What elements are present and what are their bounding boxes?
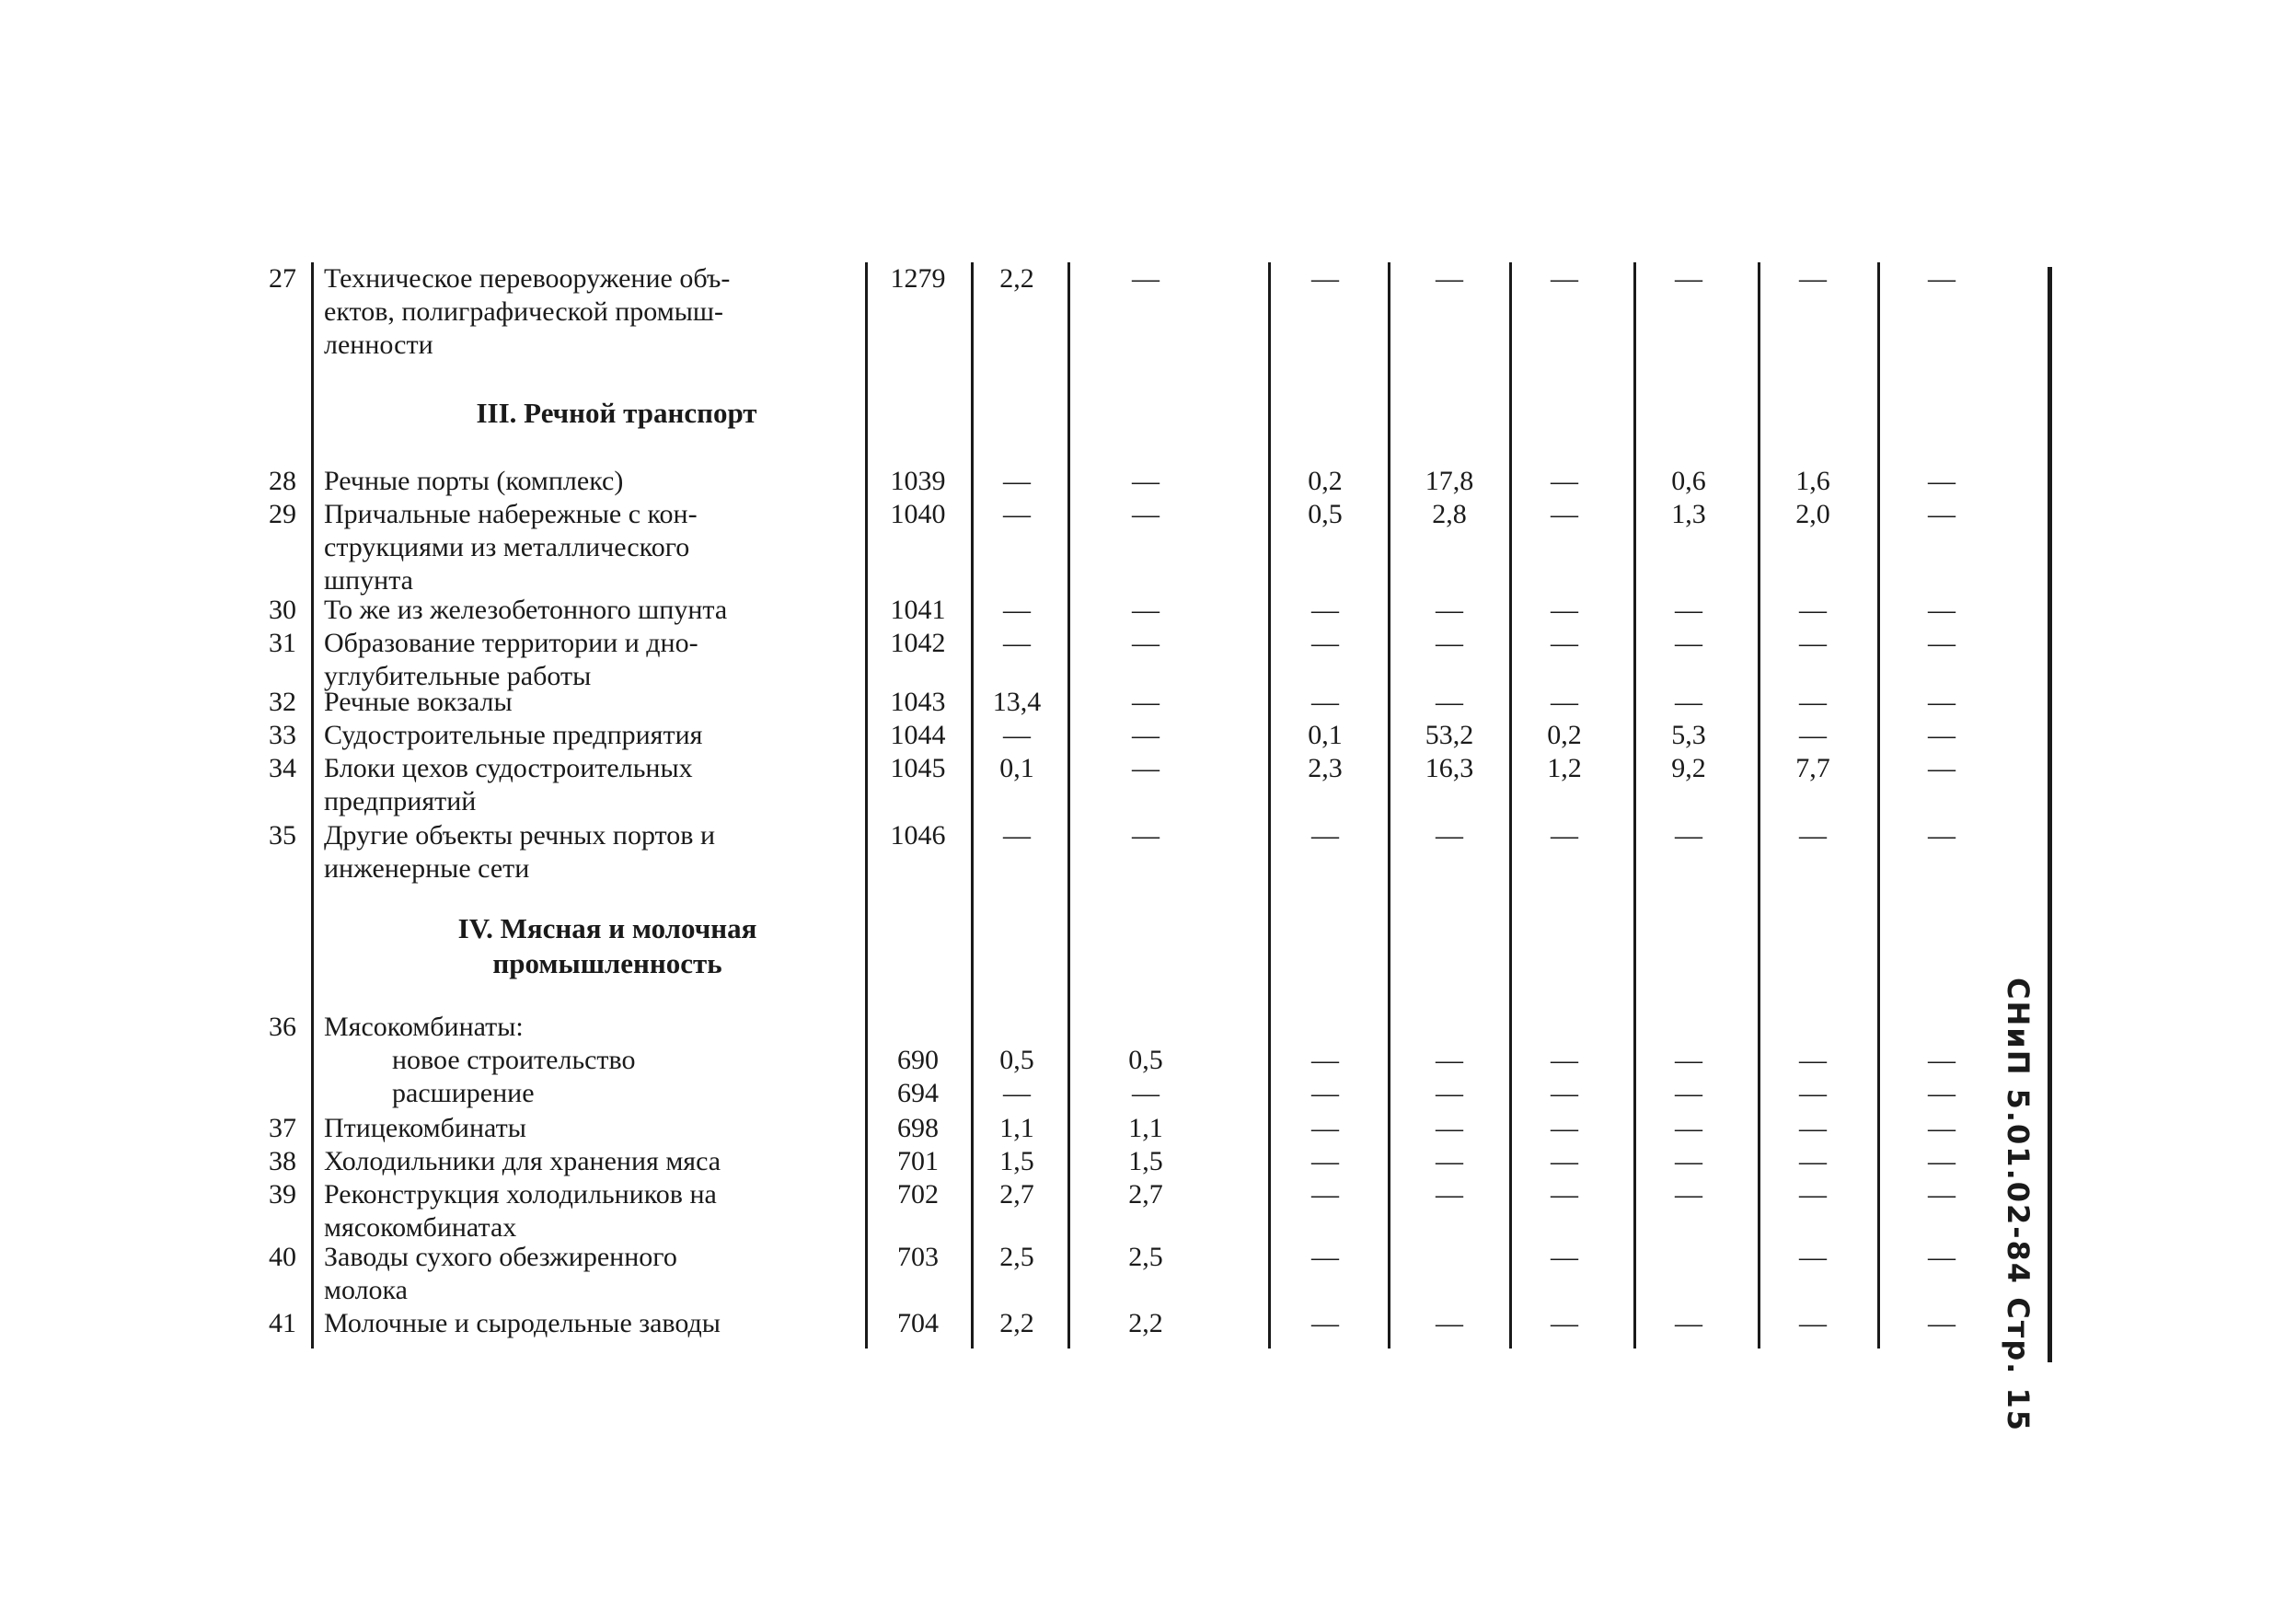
cell-value: — <box>1928 1242 1956 1272</box>
object-name-line: новое строительство <box>392 1045 636 1075</box>
cell-value: 1,5 <box>1128 1146 1163 1176</box>
cell-value: — <box>1799 1045 1827 1075</box>
object-code: 1040 <box>890 499 946 529</box>
cell-value: — <box>1551 1113 1578 1143</box>
object-name-line: Причальные набережные с кон- <box>324 499 698 529</box>
cell-value: 0,2 <box>1547 720 1582 750</box>
cell-value: — <box>1928 687 1956 717</box>
cell-value: — <box>1551 499 1578 529</box>
object-name <box>324 719 853 752</box>
object-name-line: Молочные и сыродельные заводы <box>324 1308 721 1338</box>
cell-value: — <box>1928 1308 1956 1338</box>
cell-value: 0,5 <box>1128 1045 1163 1075</box>
cell-value: — <box>1928 820 1956 851</box>
cell-value: — <box>1436 820 1463 851</box>
object-name <box>324 465 853 498</box>
object-name <box>324 498 853 597</box>
cell-value: 7,7 <box>1795 753 1830 783</box>
row-number: 32 <box>269 687 296 717</box>
cell-value: — <box>1132 466 1160 496</box>
object-name-line: расширение <box>392 1078 535 1108</box>
cell-value: — <box>1311 1078 1339 1108</box>
cell-value: — <box>1132 820 1160 851</box>
cell-value: — <box>1551 687 1578 717</box>
row-number: 34 <box>269 753 296 783</box>
object-name <box>324 1145 853 1178</box>
object-code: 1042 <box>890 628 946 658</box>
object-name-line: Речные вокзалы <box>324 687 513 717</box>
object-code: 702 <box>897 1179 939 1210</box>
object-name-line: Заводы сухого обезжиренного <box>324 1242 677 1272</box>
object-code: 1045 <box>890 753 946 783</box>
cell-value: — <box>1436 628 1463 658</box>
cell-value: — <box>1675 1078 1702 1108</box>
object-code: 698 <box>897 1113 939 1143</box>
cell-value: — <box>1311 595 1339 625</box>
table-rule <box>1758 262 1760 1349</box>
object-code: 1041 <box>890 595 946 625</box>
cell-value: — <box>1311 1308 1339 1338</box>
cell-value: 13,4 <box>992 687 1042 717</box>
object-name-line: Речные порты (комплекс) <box>324 466 624 496</box>
cell-value: 1,6 <box>1795 466 1830 496</box>
cell-value: 1,1 <box>1128 1113 1163 1143</box>
cell-value: — <box>1928 1179 1956 1210</box>
object-name-line: То же из железобетонного шпунта <box>324 595 728 625</box>
object-name-line: ленности <box>324 330 433 360</box>
cell-value: — <box>1675 1179 1702 1210</box>
cell-value: — <box>1551 1242 1578 1272</box>
cell-value: — <box>1675 595 1702 625</box>
cell-value: — <box>1675 263 1702 294</box>
object-name-line: Мясокомбинаты: <box>324 1012 524 1042</box>
cell-value: — <box>1799 1179 1827 1210</box>
cell-value: — <box>1799 1308 1827 1338</box>
cell-value: — <box>1132 628 1160 658</box>
cell-value: — <box>1551 820 1578 851</box>
object-name-line: молока <box>324 1275 408 1305</box>
cell-value: — <box>1311 628 1339 658</box>
cell-value: — <box>1928 466 1956 496</box>
row-number: 40 <box>269 1242 296 1272</box>
cell-value: 1,1 <box>999 1113 1034 1143</box>
cell-value: — <box>1551 628 1578 658</box>
cell-value: 53,2 <box>1425 720 1474 750</box>
object-code: 703 <box>897 1242 939 1272</box>
cell-value: — <box>1436 1078 1463 1108</box>
cell-value: — <box>1551 1308 1578 1338</box>
cell-value: — <box>1436 1146 1463 1176</box>
object-name-line: Блоки цехов судостроительных <box>324 753 693 783</box>
cell-value: — <box>1132 499 1160 529</box>
section-title-line: промышленность <box>492 947 722 979</box>
cell-value: — <box>1675 820 1702 851</box>
object-code: 1044 <box>890 720 946 750</box>
cell-value: — <box>1003 1078 1031 1108</box>
row-number: 31 <box>269 628 296 658</box>
cell-value: — <box>1132 753 1160 783</box>
cell-value: — <box>1799 1146 1827 1176</box>
object-name-line: Птицекомбинаты <box>324 1113 526 1143</box>
object-name-line: углубительные работы <box>324 661 592 691</box>
table-rule <box>1268 262 1271 1349</box>
cell-value: — <box>1551 1146 1578 1176</box>
cell-value: 0,1 <box>999 753 1034 783</box>
cell-value: — <box>1928 720 1956 750</box>
object-name-line: Другие объекты речных портов и <box>324 820 715 851</box>
cell-value: — <box>1928 595 1956 625</box>
cell-value: — <box>1551 595 1578 625</box>
table-rule <box>1067 262 1070 1349</box>
cell-value: 17,8 <box>1425 466 1474 496</box>
cell-value: 16,3 <box>1425 753 1474 783</box>
cell-value: 1,3 <box>1671 499 1706 529</box>
cell-value: 0,2 <box>1308 466 1343 496</box>
cell-value: 2,2 <box>999 1308 1034 1338</box>
cell-value: — <box>1311 1113 1339 1143</box>
cell-value: — <box>1551 1078 1578 1108</box>
cell-value: — <box>1928 499 1956 529</box>
page-label: СНиП 5.01.02-84 Стр. 15 <box>2001 978 2036 1432</box>
cell-value: — <box>1003 595 1031 625</box>
section-title: III. Речной транспорт <box>476 397 757 429</box>
row-number: 28 <box>269 466 296 496</box>
object-code: 704 <box>897 1308 939 1338</box>
cell-value: — <box>1132 720 1160 750</box>
cell-value: — <box>1799 263 1827 294</box>
cell-value: — <box>1675 628 1702 658</box>
object-name <box>324 752 853 818</box>
object-code: 694 <box>897 1078 939 1108</box>
cell-value: — <box>1551 1179 1578 1210</box>
cell-value: — <box>1132 1078 1160 1108</box>
cell-value: — <box>1311 1179 1339 1210</box>
cell-value: 0,1 <box>1308 720 1343 750</box>
section-title <box>350 911 865 981</box>
object-name-line: Образование территории и дно- <box>324 628 698 658</box>
object-code: 701 <box>897 1146 939 1176</box>
cell-value: — <box>1928 628 1956 658</box>
cell-value: — <box>1675 1308 1702 1338</box>
row-number: 35 <box>269 820 296 851</box>
cell-value: — <box>1799 687 1827 717</box>
object-name <box>324 1077 853 1110</box>
cell-value: — <box>1928 753 1956 783</box>
row-number: 27 <box>269 263 296 294</box>
cell-value: — <box>1311 1146 1339 1176</box>
cell-value: — <box>1311 820 1339 851</box>
object-name-line: Судостроительные предприятия <box>324 720 703 750</box>
object-name <box>324 819 853 886</box>
cell-value: 2,7 <box>1128 1179 1163 1210</box>
row-number: 37 <box>269 1113 296 1143</box>
cell-value: — <box>1928 1045 1956 1075</box>
cell-value: — <box>1436 1045 1463 1075</box>
cell-value: 0,6 <box>1671 466 1706 496</box>
cell-value: — <box>1436 595 1463 625</box>
object-name <box>324 1112 853 1145</box>
cell-value: — <box>1799 820 1827 851</box>
cell-value: 2,3 <box>1308 753 1343 783</box>
cell-value: — <box>1799 1242 1827 1272</box>
cell-value: 2,7 <box>999 1179 1034 1210</box>
cell-value: — <box>1799 1078 1827 1108</box>
row-number: 36 <box>269 1012 296 1042</box>
object-name <box>324 1307 853 1340</box>
cell-value: — <box>1132 687 1160 717</box>
cell-value: 2,5 <box>999 1242 1034 1272</box>
object-name-line: шпунта <box>324 565 414 596</box>
cell-value: 1,2 <box>1547 753 1582 783</box>
cell-value: 0,5 <box>999 1045 1034 1075</box>
cell-value: 2,2 <box>1128 1308 1163 1338</box>
cell-value: — <box>1928 1113 1956 1143</box>
cell-value: — <box>1436 263 1463 294</box>
object-name <box>324 594 853 627</box>
object-name-line: ектов, полиграфической промыш- <box>324 296 723 327</box>
cell-value: — <box>1551 263 1578 294</box>
cell-value: 2,5 <box>1128 1242 1163 1272</box>
cell-value: — <box>1003 628 1031 658</box>
cell-value: — <box>1928 1078 1956 1108</box>
table-rule <box>311 262 314 1349</box>
object-code: 1279 <box>890 263 946 294</box>
cell-value: — <box>1928 1146 1956 1176</box>
cell-value: — <box>1799 628 1827 658</box>
object-name-line: Холодильники для хранения мяса <box>324 1146 721 1176</box>
table-rule <box>2048 267 2052 1362</box>
object-name-line: струкциями из металлического <box>324 532 690 562</box>
object-name <box>324 1011 853 1044</box>
section-title-line: IV. Мясная и молочная <box>457 912 757 944</box>
row-number: 33 <box>269 720 296 750</box>
cell-value: 1,5 <box>999 1146 1034 1176</box>
object-code: 1043 <box>890 687 946 717</box>
object-name <box>324 1241 853 1307</box>
cell-value: — <box>1551 1045 1578 1075</box>
table-rule <box>865 262 868 1349</box>
object-name <box>324 627 853 693</box>
cell-value: — <box>1436 1308 1463 1338</box>
object-code: 690 <box>897 1045 939 1075</box>
row-number: 38 <box>269 1146 296 1176</box>
cell-value: — <box>1436 687 1463 717</box>
object-name-line: мясокомбинатах <box>324 1212 517 1243</box>
cell-value: — <box>1675 687 1702 717</box>
row-number: 29 <box>269 499 296 529</box>
object-name-line: Реконструкция холодильников на <box>324 1179 717 1210</box>
cell-value: — <box>1003 720 1031 750</box>
cell-value: — <box>1675 1146 1702 1176</box>
table-rule <box>1388 262 1390 1349</box>
cell-value: — <box>1003 466 1031 496</box>
row-number: 41 <box>269 1308 296 1338</box>
cell-value: — <box>1132 263 1160 294</box>
cell-value: — <box>1675 1045 1702 1075</box>
cell-value: — <box>1311 1045 1339 1075</box>
object-name <box>324 1178 853 1244</box>
cell-value: — <box>1928 263 1956 294</box>
cell-value: — <box>1436 1113 1463 1143</box>
cell-value: — <box>1675 1113 1702 1143</box>
object-name <box>324 262 853 362</box>
object-name-line: инженерные сети <box>324 853 530 884</box>
row-number: 30 <box>269 595 296 625</box>
cell-value: — <box>1003 499 1031 529</box>
cell-value: — <box>1311 263 1339 294</box>
cell-value: — <box>1311 687 1339 717</box>
object-name-line: Техническое перевооружение объ- <box>324 263 731 294</box>
table-rule <box>1877 262 1880 1349</box>
cell-value: — <box>1003 820 1031 851</box>
row-number: 39 <box>269 1179 296 1210</box>
cell-value: — <box>1436 1179 1463 1210</box>
cell-value: 0,5 <box>1308 499 1343 529</box>
cell-value: — <box>1132 595 1160 625</box>
table-rule <box>1509 262 1512 1349</box>
object-name <box>324 686 853 719</box>
cell-value: — <box>1311 1242 1339 1272</box>
cell-value: 2,8 <box>1432 499 1467 529</box>
cell-value: — <box>1799 595 1827 625</box>
cell-value: 9,2 <box>1671 753 1706 783</box>
cell-value: — <box>1799 1113 1827 1143</box>
cell-value: 5,3 <box>1671 720 1706 750</box>
cell-value: 2,2 <box>999 263 1034 294</box>
object-code: 1039 <box>890 466 946 496</box>
cell-value: — <box>1551 466 1578 496</box>
object-code: 1046 <box>890 820 946 851</box>
table-rule <box>1633 262 1636 1349</box>
object-name-line: предприятий <box>324 786 477 816</box>
cell-value: — <box>1799 720 1827 750</box>
cell-value: 2,0 <box>1795 499 1830 529</box>
object-name <box>324 1044 853 1077</box>
